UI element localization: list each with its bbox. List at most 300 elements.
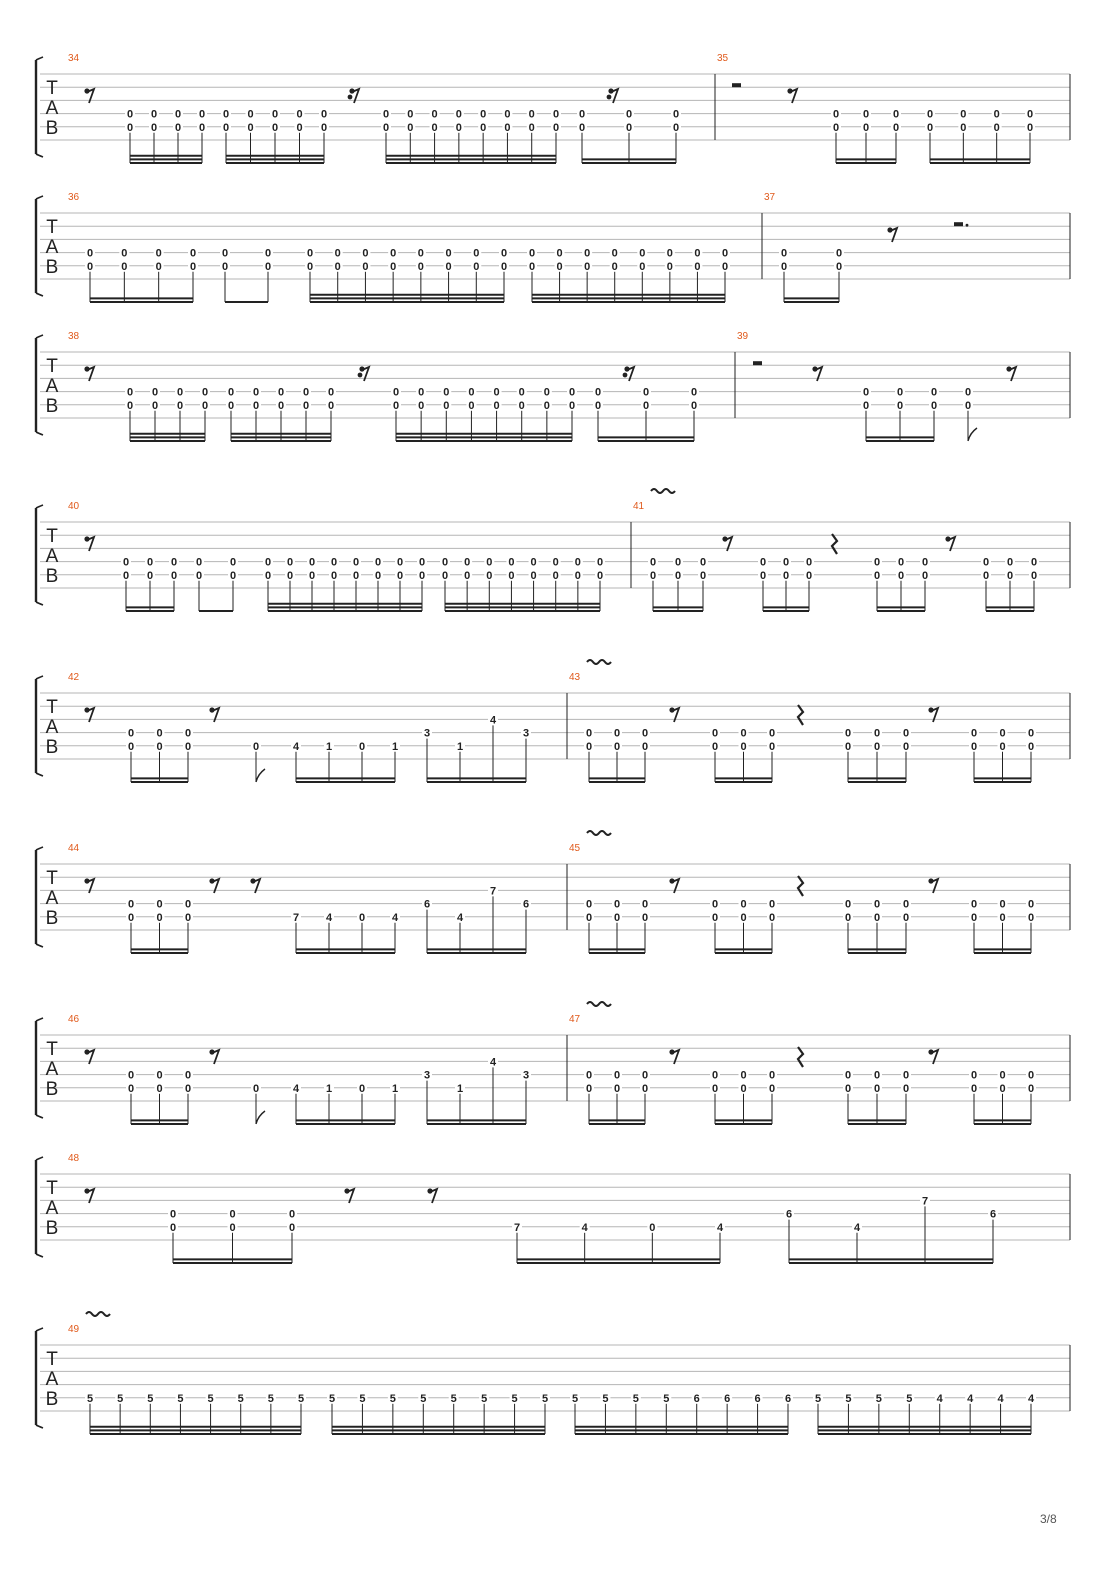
fret-number: 0 (552, 121, 560, 134)
fret-number: 0 (198, 108, 206, 121)
measure-37 (764, 192, 1070, 302)
system-4 (36, 489, 1070, 611)
fret-number: 0 (594, 386, 602, 399)
fret-number: 0 (596, 556, 604, 569)
fret-number: 0 (892, 121, 900, 134)
fret-number: 5 (481, 1392, 488, 1405)
fret-number: 0 (500, 260, 508, 273)
fret-number: 0 (441, 556, 449, 569)
fret-number: 0 (121, 247, 128, 260)
fret-number: 0 (873, 556, 881, 569)
fret-number: 0 (993, 121, 1000, 134)
system-2 (36, 192, 1070, 302)
fret-number: 0 (445, 247, 452, 260)
system-9 (36, 1312, 1070, 1434)
fret-number: 0 (127, 911, 135, 924)
fret-number: 0 (468, 386, 475, 399)
bracket-hook (36, 154, 43, 157)
fret-number: 0 (666, 247, 673, 260)
fret-number: 0 (170, 556, 178, 569)
note-group (85, 247, 198, 302)
fret-number: 0 (122, 556, 130, 569)
fret-number: 0 (862, 108, 870, 121)
fret-number: 0 (641, 727, 649, 740)
note-group (422, 884, 531, 953)
fret-number: 0 (543, 386, 550, 399)
rest-block (753, 361, 762, 365)
fret-number: 0 (264, 556, 272, 569)
tab-clef-letter: T (46, 78, 58, 99)
fret-number: 0 (271, 108, 279, 121)
fret-number: 0 (418, 386, 425, 399)
fret-number: 0 (184, 1082, 192, 1095)
note-group (440, 556, 605, 611)
fret-number: 0 (528, 121, 535, 134)
fret-number: 5 (267, 1392, 274, 1405)
fret-number: 0 (352, 569, 360, 582)
fret-number: 0 (584, 260, 591, 273)
measure-49 (68, 1312, 1070, 1434)
rest-stroke (798, 1047, 803, 1067)
fret-number: 0 (320, 121, 328, 134)
fret-number: 0 (508, 569, 515, 582)
fret-number: 0 (252, 399, 260, 412)
fret-number: 0 (639, 247, 646, 260)
fret-number: 0 (960, 121, 967, 134)
fret-number: 0 (1027, 911, 1035, 924)
fret-number: 0 (150, 108, 158, 121)
fret-number: 0 (552, 108, 560, 121)
fret-number: 0 (641, 898, 649, 911)
fret-number: 0 (121, 260, 128, 273)
measure-48 (68, 1153, 1070, 1263)
fret-number: 0 (169, 1221, 177, 1234)
system-1 (36, 53, 1070, 163)
fret-number: 5 (511, 1392, 518, 1405)
fret-number: 4 (489, 714, 497, 727)
tab-clef-letter: B (45, 1079, 59, 1100)
fret-number: 5 (541, 1392, 549, 1405)
note-group (779, 247, 844, 302)
fret-number: 0 (982, 556, 990, 569)
vibrato-mark (587, 1002, 611, 1006)
fret-number: 0 (768, 1069, 776, 1082)
fret-number: 0 (443, 399, 450, 412)
tab-clef-letter: B (45, 257, 59, 278)
fret-number: 5 (297, 1392, 305, 1405)
fret-number: 7 (513, 1221, 521, 1234)
fret-number: 0 (271, 121, 279, 134)
fret-number: 0 (844, 898, 852, 911)
note-flag (968, 428, 977, 441)
fret-number: 0 (417, 247, 424, 260)
fret-number: 0 (672, 108, 680, 121)
note-group (121, 556, 179, 611)
fret-number: 0 (641, 1069, 649, 1082)
fret-number: 0 (896, 399, 904, 412)
fret-number: 0 (392, 399, 400, 412)
note-group (710, 1069, 777, 1124)
bracket-hook (36, 1157, 43, 1160)
fret-number: 5 (177, 1392, 184, 1405)
fret-number: 0 (431, 108, 438, 121)
fret-number: 0 (902, 1069, 910, 1082)
fret-number: 0 (585, 1082, 593, 1095)
bracket-hook (36, 1018, 43, 1021)
fret-number: 0 (222, 121, 230, 134)
fret-number: 1 (325, 1082, 333, 1095)
system-5 (36, 660, 1070, 782)
fret-number: 0 (873, 1082, 881, 1095)
measure-number: 34 (68, 53, 80, 64)
fret-number: 0 (528, 260, 536, 273)
fret-number: 0 (480, 121, 487, 134)
vibrato-mark (86, 1312, 110, 1316)
fret-number: 0 (358, 740, 366, 753)
fret-number: 0 (613, 1082, 621, 1095)
rest-dot (607, 95, 612, 100)
fret-number: 5 (602, 1392, 609, 1405)
vibrato-mark (587, 831, 611, 835)
fret-number: 0 (468, 399, 475, 412)
fret-number: 0 (666, 260, 673, 273)
fret-number: 4 (853, 1221, 861, 1234)
tab-clef-letter: A (45, 888, 59, 909)
note-group (168, 1208, 297, 1263)
fret-number: 0 (296, 121, 303, 134)
fret-number: 5 (389, 1392, 396, 1405)
note-group (963, 386, 977, 441)
measure-number: 36 (68, 192, 80, 203)
fret-number: 0 (302, 399, 310, 412)
note-group (981, 556, 1039, 611)
measure-44 (68, 843, 567, 953)
measure-42 (68, 672, 567, 782)
fret-number: 0 (862, 399, 870, 412)
fret-number: 0 (611, 260, 618, 273)
note-group (381, 108, 561, 163)
fret-number: 0 (277, 386, 285, 399)
fret-number: 4 (716, 1221, 724, 1234)
fret-number: 0 (862, 121, 870, 134)
fret-number: 0 (486, 556, 493, 569)
measure-41 (633, 489, 1070, 611)
fret-number: 0 (649, 569, 657, 582)
fret-number: 0 (873, 569, 881, 582)
fret-number: 0 (189, 247, 197, 260)
fret-number: 0 (970, 1082, 978, 1095)
fret-number: 0 (455, 121, 462, 134)
bracket-hook (36, 847, 43, 850)
fret-number: 0 (227, 386, 235, 399)
tab-clef-letter: T (46, 1178, 58, 1199)
measure-number: 42 (68, 672, 80, 683)
fret-number: 0 (711, 740, 719, 753)
note-group (125, 108, 207, 163)
note-group (969, 727, 1036, 782)
fret-number: 0 (926, 121, 934, 134)
rest-stroke (832, 534, 837, 554)
fret-number: 0 (921, 569, 929, 582)
rest-block (954, 222, 963, 226)
fret-number: 0 (127, 1082, 135, 1095)
fret-number: 0 (835, 247, 843, 260)
fret-number: 0 (362, 260, 369, 273)
measure-number: 49 (68, 1324, 80, 1335)
fret-number: 0 (759, 556, 767, 569)
fret-number: 0 (892, 108, 900, 121)
tab-clef-letter: T (46, 526, 58, 547)
fret-number: 0 (1026, 108, 1034, 121)
fret-number: 0 (782, 569, 790, 582)
fret-number: 0 (1027, 1082, 1035, 1095)
fret-number: 3 (522, 727, 530, 740)
note-group (843, 727, 911, 782)
fret-number: 0 (508, 556, 515, 569)
fret-number: 1 (456, 740, 464, 753)
fret-number: 6 (785, 1208, 793, 1221)
fret-number: 0 (222, 108, 230, 121)
tab-clef-letter: B (45, 396, 59, 417)
fret-number: 0 (127, 727, 135, 740)
fret-number: 0 (126, 386, 134, 399)
fret-number: 0 (873, 898, 881, 911)
fret-number: 0 (330, 569, 338, 582)
measure-number: 37 (764, 192, 776, 203)
fret-number: 0 (358, 911, 366, 924)
note-group (194, 556, 238, 611)
fret-number: 0 (873, 740, 881, 753)
fret-number: 0 (252, 740, 260, 753)
measure-number: 40 (68, 501, 80, 512)
fret-number: 0 (611, 247, 618, 260)
fret-number: 1 (391, 1082, 399, 1095)
fret-number: 0 (156, 727, 163, 740)
fret-number: 0 (390, 247, 397, 260)
tab-clef-letter: T (46, 1349, 58, 1370)
fret-number: 0 (639, 260, 646, 273)
fret-number: 0 (308, 569, 316, 582)
note-group (126, 898, 193, 953)
fret-number: 0 (150, 121, 158, 134)
fret-number: 0 (711, 1082, 719, 1095)
fret-number: 0 (327, 386, 335, 399)
fret-number: 0 (127, 1069, 135, 1082)
fret-number: 0 (964, 399, 972, 412)
fret-number: 0 (229, 1208, 236, 1221)
fret-number: 5 (906, 1392, 913, 1405)
fret-number: 5 (632, 1392, 639, 1405)
fret-number: 0 (740, 727, 747, 740)
measure-number: 35 (717, 53, 729, 64)
note-group (584, 898, 650, 953)
fret-number: 0 (443, 386, 450, 399)
fret-number: 0 (252, 386, 260, 399)
note-group (125, 386, 210, 441)
fret-number: 0 (264, 260, 272, 273)
note-flag (256, 769, 265, 782)
fret-number: 6 (522, 898, 530, 911)
fret-number: 0 (407, 108, 414, 121)
bracket-hook (36, 57, 43, 60)
fret-number: 0 (320, 108, 328, 121)
fret-number: 0 (768, 911, 776, 924)
fret-number: 0 (1030, 556, 1038, 569)
fret-number: 0 (184, 727, 192, 740)
fret-number: 0 (585, 898, 593, 911)
fret-number: 4 (292, 1082, 300, 1095)
fret-number: 0 (613, 898, 621, 911)
fret-number: 0 (873, 1069, 881, 1082)
fret-number: 0 (155, 247, 162, 260)
tab-clef-letter: A (45, 546, 59, 567)
fret-number: 1 (391, 740, 399, 753)
note-group (969, 898, 1036, 953)
fret-number: 5 (207, 1392, 214, 1405)
fret-number: 0 (768, 898, 776, 911)
fret-number: 0 (441, 569, 449, 582)
tab-clef-letter: B (45, 1389, 59, 1410)
fret-number: 0 (221, 247, 229, 260)
fret-number: 0 (699, 556, 707, 569)
measure-40 (68, 501, 631, 611)
system-7 (36, 1002, 1070, 1124)
fret-number: 0 (690, 399, 698, 412)
fret-number: 0 (844, 911, 852, 924)
tab-clef-letter: A (45, 98, 59, 119)
fret-number: 0 (170, 569, 178, 582)
bracket-hook (36, 1328, 43, 1331)
fret-number: 0 (921, 556, 929, 569)
fret-number: 5 (237, 1392, 244, 1405)
fret-number: 0 (780, 247, 788, 260)
fret-number: 4 (967, 1392, 974, 1405)
fret-number: 0 (184, 911, 192, 924)
fret-number: 0 (184, 740, 192, 753)
fret-number: 5 (450, 1392, 457, 1405)
fret-number: 0 (641, 1082, 649, 1095)
fret-number: 5 (663, 1392, 670, 1405)
fret-number: 4 (489, 1056, 497, 1069)
fret-number: 0 (86, 247, 94, 260)
fret-number: 0 (999, 727, 1006, 740)
fret-number: 0 (585, 727, 593, 740)
tab-clef-letter: A (45, 1369, 59, 1390)
fret-number: 0 (552, 556, 559, 569)
measure-number: 45 (569, 843, 581, 854)
fret-number: 0 (596, 569, 604, 582)
fret-number: 4 (292, 740, 300, 753)
fret-number: 1 (456, 1082, 464, 1095)
fret-number: 0 (690, 386, 698, 399)
fret-number: 0 (296, 108, 303, 121)
fret-number: 0 (229, 556, 237, 569)
fret-number: 0 (530, 556, 537, 569)
fret-number: 0 (897, 569, 905, 582)
fret-number: 0 (982, 569, 990, 582)
fret-number: 0 (480, 108, 487, 121)
fret-number: 0 (556, 247, 563, 260)
fret-number: 0 (390, 260, 397, 273)
measure-number: 48 (68, 1153, 80, 1164)
fret-number: 0 (585, 911, 593, 924)
fret-number: 0 (382, 121, 390, 134)
fret-number: 0 (768, 727, 776, 740)
fret-number: 0 (970, 740, 978, 753)
tab-clef-letter: B (45, 118, 59, 139)
fret-number: 0 (184, 898, 192, 911)
fret-number: 0 (768, 740, 776, 753)
fret-number: 0 (768, 1082, 776, 1095)
measure-46 (68, 1014, 567, 1124)
fret-number: 0 (694, 247, 701, 260)
rest-dot (623, 373, 628, 378)
fret-number: 0 (999, 911, 1006, 924)
fret-number: 0 (1006, 569, 1014, 582)
fret-number: 0 (993, 108, 1000, 121)
fret-number: 0 (862, 386, 870, 399)
fret-number: 0 (740, 898, 747, 911)
fret-number: 0 (844, 1069, 852, 1082)
fret-number: 0 (418, 399, 425, 412)
fret-number: 0 (334, 247, 341, 260)
fret-number: 0 (674, 569, 682, 582)
fret-number: 0 (711, 1069, 719, 1082)
fret-number: 0 (407, 121, 414, 134)
note-group (872, 556, 930, 611)
fret-number: 0 (518, 399, 525, 412)
bracket-hook (36, 944, 43, 947)
fret-number: 0 (528, 247, 536, 260)
fret-number: 0 (930, 386, 938, 399)
note-group (221, 108, 329, 163)
fret-number: 0 (711, 727, 719, 740)
fret-number: 4 (1027, 1392, 1035, 1405)
fret-number: 3 (423, 727, 431, 740)
fret-number: 0 (649, 1221, 656, 1234)
system-6 (36, 831, 1070, 953)
measure-35 (717, 53, 1070, 163)
rest-stroke (798, 876, 803, 896)
note-group (843, 898, 911, 953)
fret-number: 0 (1030, 569, 1038, 582)
tab-clef-letter: T (46, 868, 58, 889)
tab-clef-letter: A (45, 376, 59, 397)
rest-block (732, 83, 741, 87)
fret-number: 0 (264, 569, 272, 582)
tab-clef-letter: B (45, 1218, 59, 1239)
fret-number: 6 (754, 1392, 761, 1405)
fret-number: 0 (625, 121, 633, 134)
fret-number: 7 (489, 885, 497, 898)
bracket-hook (36, 293, 43, 296)
fret-number: 0 (970, 911, 978, 924)
fret-number: 0 (613, 740, 621, 753)
fret-number: 0 (445, 260, 452, 273)
fret-number: 0 (286, 556, 294, 569)
note-group (422, 1055, 531, 1124)
bracket-hook (36, 676, 43, 679)
fret-number: 4 (997, 1392, 1004, 1405)
fret-number: 0 (585, 740, 593, 753)
measure-number: 47 (569, 1014, 581, 1025)
fret-number: 0 (585, 1069, 593, 1082)
fret-number: 7 (292, 911, 300, 924)
fret-number: 4 (936, 1392, 943, 1405)
bracket-hook (36, 602, 43, 605)
fret-number: 0 (195, 569, 203, 582)
fret-number: 0 (127, 740, 135, 753)
